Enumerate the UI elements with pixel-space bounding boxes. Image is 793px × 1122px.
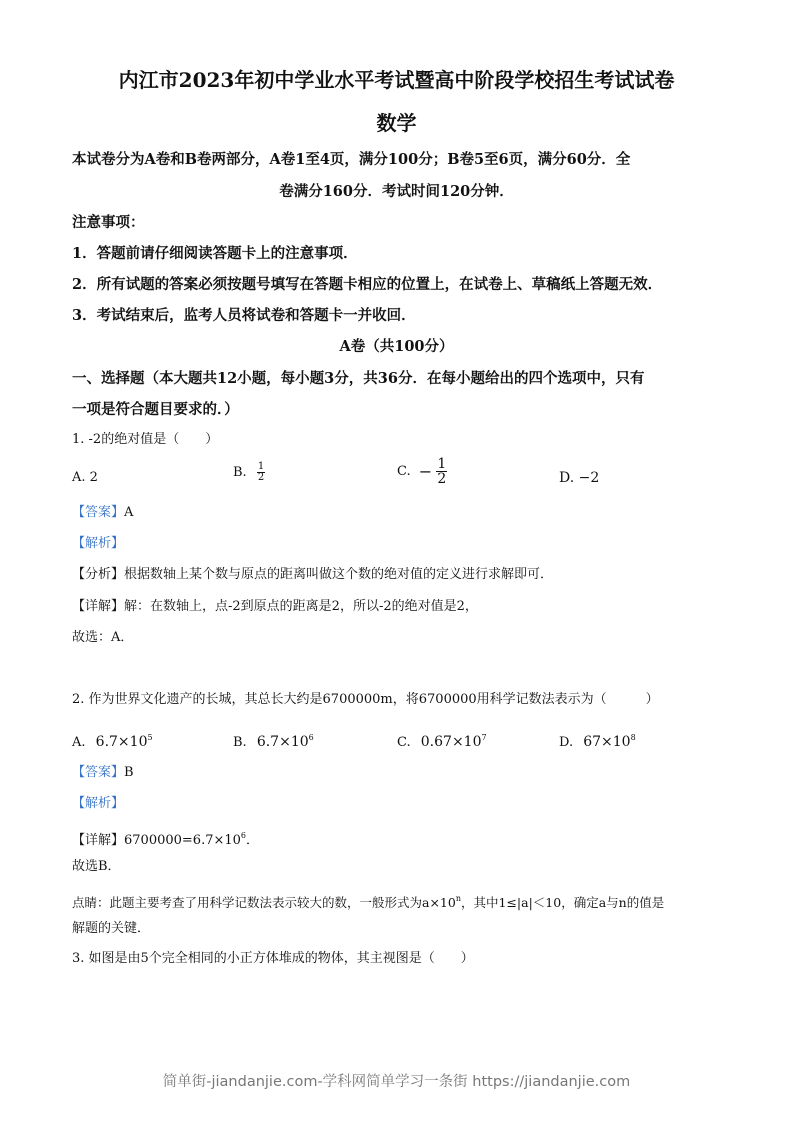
q2-option-d-base: 67×10 bbox=[583, 734, 631, 750]
q1-choice: 故选：A． bbox=[72, 630, 134, 645]
q2-option-c bbox=[397, 728, 487, 753]
q2-option-b-label: B. bbox=[233, 735, 247, 750]
minus-sign: − bbox=[418, 461, 433, 481]
answer-value: A bbox=[124, 505, 134, 520]
subject-title: 数学 bbox=[376, 111, 417, 135]
fenxi-text: 根据数轴上某个数与原点的距离叫做这个数的绝对值的定义进行求解即可． bbox=[124, 567, 554, 582]
q2-answer bbox=[72, 763, 723, 783]
detail-base: 6700000=6.7×10 bbox=[124, 833, 241, 848]
q2-option-d-label: D. bbox=[559, 735, 574, 750]
detail-end: ． bbox=[246, 833, 260, 848]
q2-option-b-exponent: 6 bbox=[308, 733, 314, 742]
q2-option-a-base: 6.7×10 bbox=[95, 734, 148, 750]
comment-text-a: 点睛：此题主要考查了用科学记数法表示较大的数，一般形式为a×10 bbox=[72, 895, 456, 910]
q1-analysis-tag: 【解析】 bbox=[72, 536, 125, 551]
q3-stem: 3. 如图是由5个完全相同的小正方体堆成的物体，其主视图是（ ） bbox=[72, 951, 474, 966]
answer-tag: 【答案】 bbox=[72, 505, 125, 520]
comment-exponent: n bbox=[455, 894, 461, 903]
comment-text-b: ，其中1≤|a|＜10，确定a与n的值是 bbox=[461, 895, 665, 910]
fraction-denominator: 2 bbox=[257, 472, 265, 483]
fenxi-tag: 【分析】 bbox=[72, 567, 125, 582]
fraction-denominator: 2 bbox=[437, 471, 447, 487]
part1-instructions-2: 一项是符合题目要求的．） bbox=[72, 401, 239, 418]
q2-option-c-base: 0.67×10 bbox=[420, 734, 482, 750]
q2-option-c-label: C. bbox=[397, 735, 411, 750]
note-item-2: 2．所有试题的答案必须按题号填写在答题卡相应的位置上，在试卷上、草稿纸上答题无效． bbox=[72, 276, 663, 293]
q1-option-c-label: C. bbox=[397, 464, 411, 479]
detail-text: 解：在数轴上，点-2到原点的距离是2，所以-2的绝对值是2， bbox=[124, 599, 478, 614]
q1-option-c-fraction bbox=[436, 457, 447, 486]
q2-comment-line-1 bbox=[72, 889, 723, 913]
q2-option-a-exponent: 5 bbox=[147, 733, 153, 742]
answer-tag: 【答案】 bbox=[72, 765, 125, 780]
q2-option-a bbox=[72, 728, 153, 753]
exam-title: 内江市2023年初中学业水平考试暨高中阶段学校招生考试试卷 bbox=[118, 68, 675, 92]
q1-fenxi bbox=[72, 565, 723, 585]
q2-option-a-label: A. bbox=[72, 735, 86, 750]
q2-option-d bbox=[559, 728, 636, 753]
q1-detail bbox=[72, 597, 723, 617]
q1-option-b bbox=[233, 462, 265, 483]
q2-analysis-tag: 【解析】 bbox=[72, 796, 125, 811]
note-item-1: 1．答题前请仔细阅读答题卡上的注意事项． bbox=[72, 245, 358, 262]
answer-value: B bbox=[124, 765, 134, 780]
notes-heading: 注意事项： bbox=[72, 214, 145, 231]
q1-option-b-label: B. bbox=[233, 465, 247, 480]
fraction-numerator: 1 bbox=[257, 461, 265, 472]
q1-option-d: D. −2 bbox=[559, 470, 600, 486]
part1-instructions-1: 一、选择题（本大题共12小题，每小题3分，共36分．在每小题给出的四个选项中，只有 bbox=[72, 370, 645, 387]
footer-watermark: 简单街-jiandanjie.com-学科网简单学习一条街 https://jiandanjie.com bbox=[162, 1074, 631, 1090]
q2-choice: 故选B． bbox=[72, 859, 121, 874]
fraction-numerator: 1 bbox=[437, 456, 447, 472]
detail-tag: 【详解】 bbox=[72, 599, 125, 614]
q1-option-c bbox=[397, 457, 447, 486]
q2-detail bbox=[72, 826, 723, 851]
q1-answer bbox=[72, 503, 723, 523]
q2-option-b bbox=[233, 728, 314, 753]
q2-option-b-base: 6.7×10 bbox=[256, 734, 309, 750]
q1-option-a: A. 2 bbox=[72, 470, 98, 485]
q2-stem: 2. 作为世界文化遗产的长城，其总长大约是6700000m，将6700000用科学记数法表示为（ ） bbox=[72, 692, 659, 707]
detail-exponent: 6 bbox=[240, 831, 247, 840]
note-item-3: 3．考试结束后，监考人员将试卷和答题卡一并收回． bbox=[72, 307, 416, 324]
q2-comment-line-2: 解题的关键． bbox=[72, 921, 151, 936]
section-a-title: A卷（共100分） bbox=[339, 338, 454, 355]
intro-line-2: 卷满分160分．考试时间120分钟． bbox=[279, 183, 514, 200]
q1-stem: 1. -2的绝对值是（ ） bbox=[72, 432, 219, 447]
detail-tag: 【详解】 bbox=[72, 833, 125, 848]
q2-option-c-exponent: 7 bbox=[481, 733, 487, 742]
intro-line-1: 本试卷分为A卷和B卷两部分，A卷1至4页，满分100分；B卷5至6页，满分60分．全 bbox=[72, 151, 631, 168]
q2-option-d-exponent: 8 bbox=[630, 733, 636, 742]
q1-option-b-fraction bbox=[257, 462, 265, 483]
